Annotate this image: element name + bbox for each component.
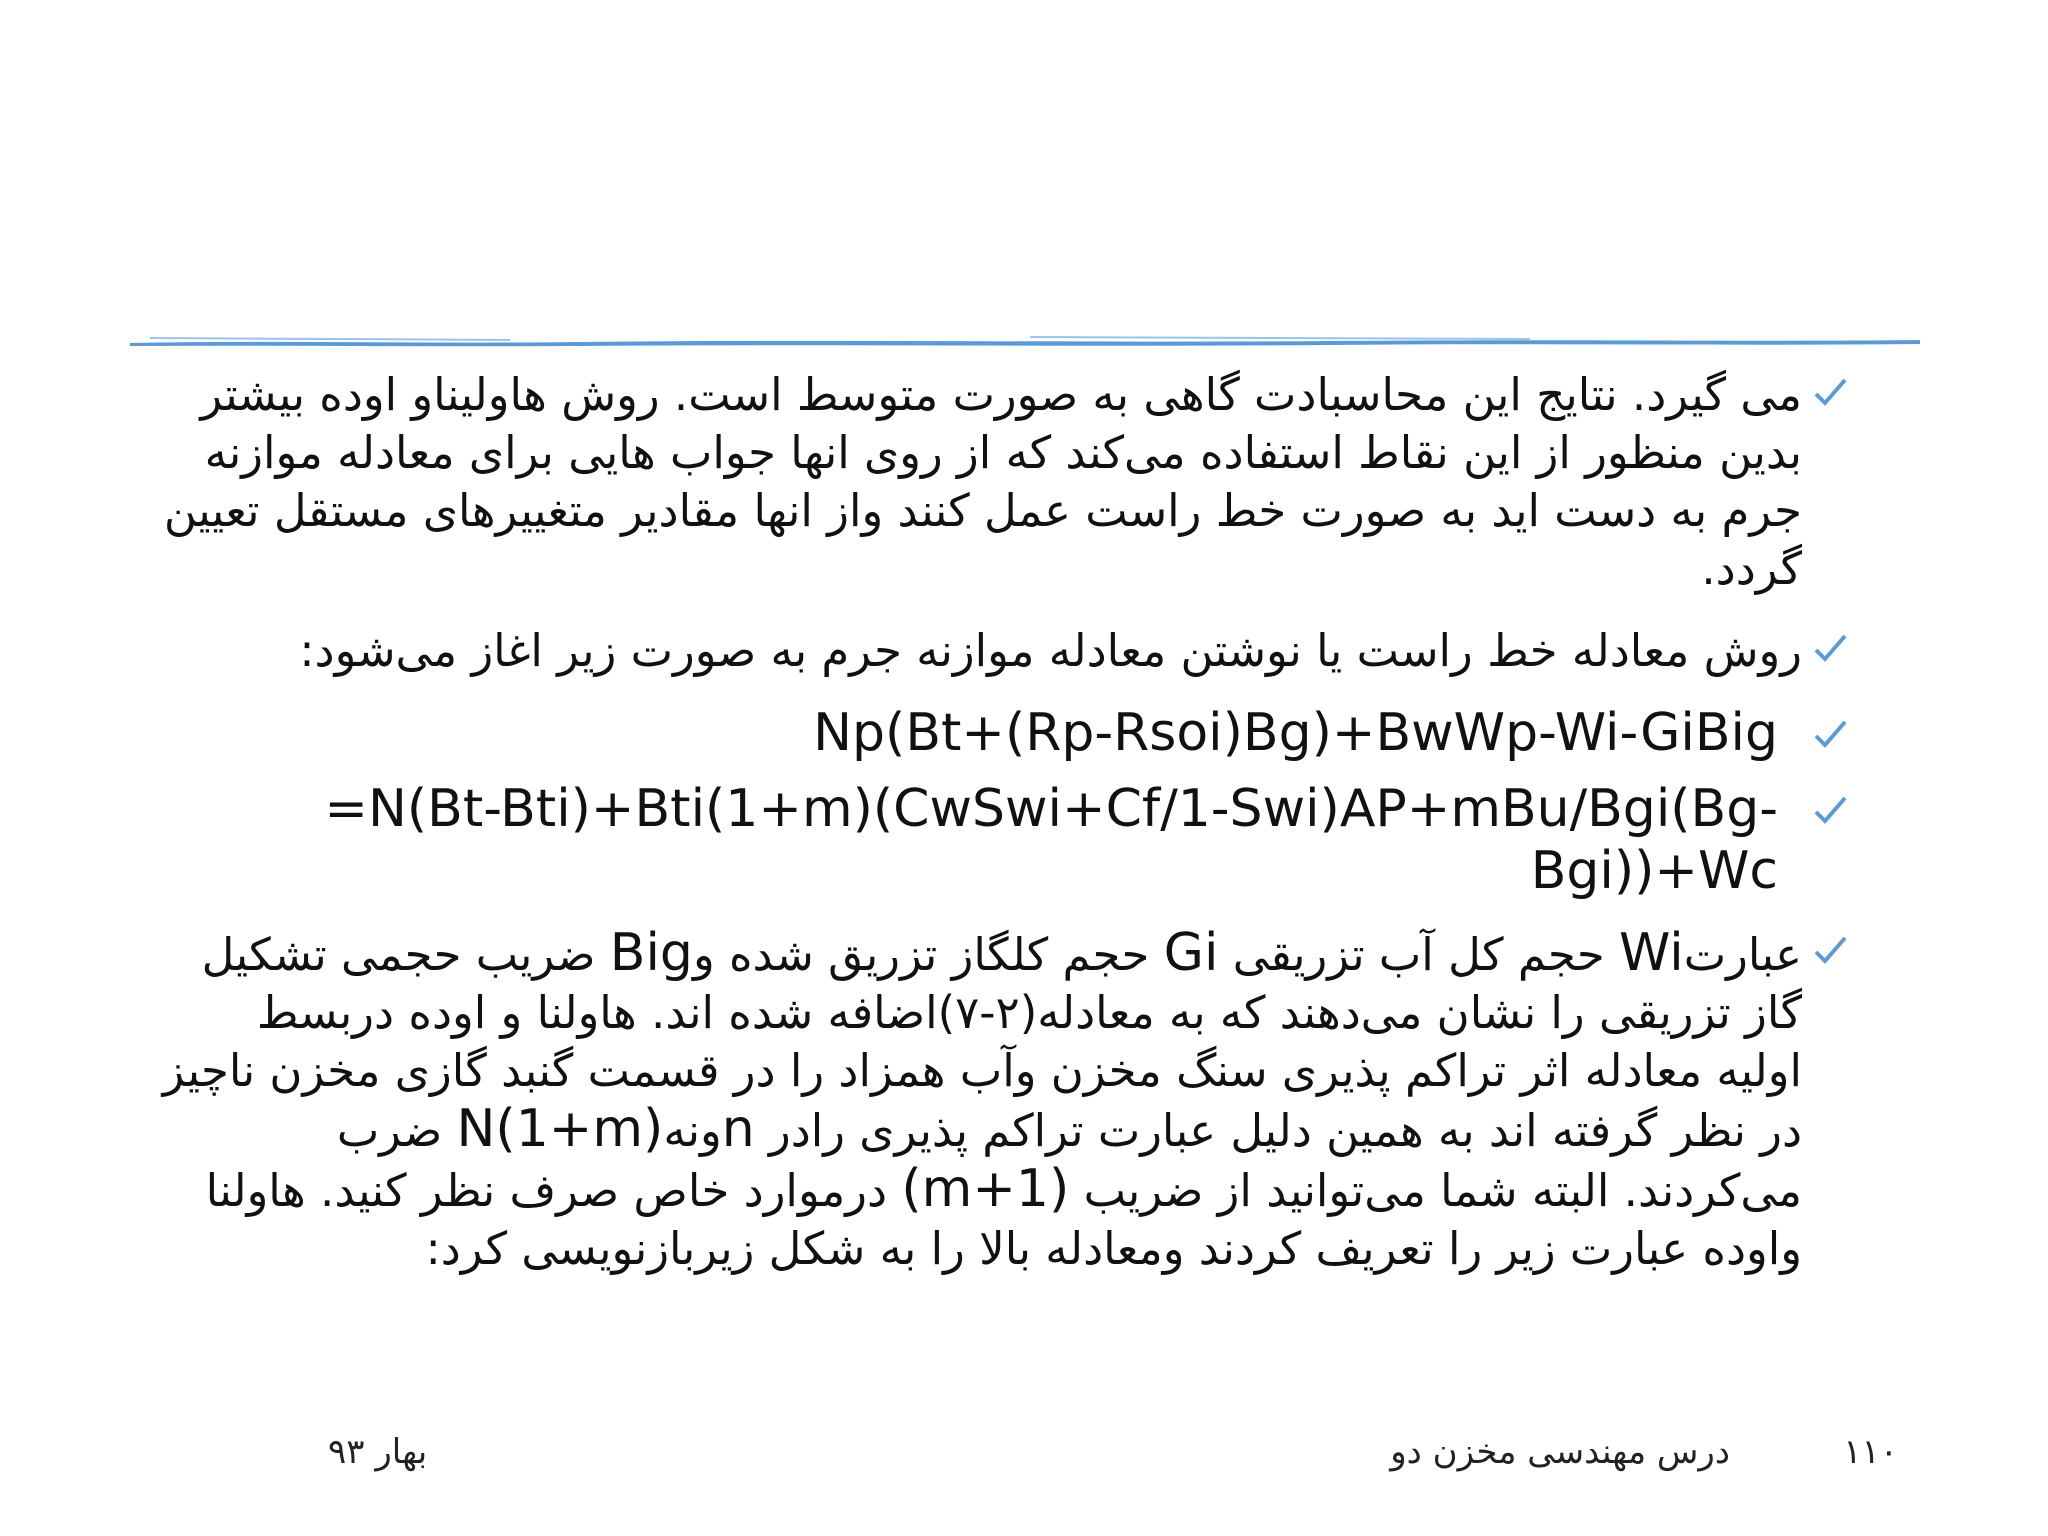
variable-1-plus-m: (1+m) bbox=[901, 1159, 1070, 1219]
text-run: ضریب حجمی تشکیل گاز تزریقی را نشان می‌دهند که به معادله(۲-۷)اضافه شده اند. هاولنا و اوده دربسط اولیه معادله اثر تراکم پذیری سنگ مخزن وآب همزاد را در قسمت گنبد گازی مخزن ناچیز در نظر گرفته اند به همین دلیل عبارت تراکم پذیری رادر bbox=[162, 928, 1802, 1157]
slide-body bbox=[160, 366, 1850, 1366]
equation-line-1 bbox=[160, 702, 1850, 764]
paragraph-text: روش معادله خط راست یا نوشتن معادله موازنه جرم به صورت زیر اغاز می‌شود: bbox=[299, 624, 1802, 677]
term-label: بهار ۹۳ bbox=[328, 1432, 428, 1472]
variable-n-1-plus-m: N(1+m) bbox=[456, 1099, 664, 1159]
bullet-paragraph-3 bbox=[160, 924, 1850, 1278]
equation-text: =N(Bt-Bti)+Bti(1+m)(CwSwi+Cf/1-Swi)AP+mBu/Bgi(Bg-Bgi))+Wc bbox=[324, 779, 1778, 901]
text-run: ضرب می‌کردند. البته شما می‌توانید از ضریب bbox=[336, 1104, 1802, 1217]
check-mark-icon bbox=[1810, 628, 1850, 668]
brush-stroke-divider bbox=[130, 334, 1920, 348]
text-run: حجم کلگاز تزریق شده و bbox=[692, 928, 1164, 981]
text-run: حجم کل آب تزریقی bbox=[1218, 928, 1620, 981]
check-mark-icon bbox=[1810, 714, 1850, 754]
equation-line-2 bbox=[160, 778, 1850, 902]
paragraph-text: می گیرد. نتایج این محاسبادت گاهی به صورت متوسط است. روش هاولیناو اوده بیشتر بدین منظور از این نقاط استفاده می‌کند که از روی انها جواب هایی برای معادله موازنه جرم به دست اید به صورت خط راست عمل کنند واز انها مقادیر متغییرهای مستقل تعیین گردد. bbox=[163, 368, 1802, 595]
course-name: درس مهندسی مخزن دو bbox=[1390, 1432, 1730, 1472]
equation-text: Np(Bt+(Rp-Rsoi)Bg)+BwWp-Wi-GiBig bbox=[813, 703, 1778, 763]
page-number: ۱۱۰ bbox=[1843, 1432, 1898, 1472]
text-run: عبارت bbox=[1683, 928, 1802, 981]
variable-gi: Gi bbox=[1163, 923, 1219, 983]
check-mark-icon bbox=[1810, 372, 1850, 412]
paragraph-text bbox=[162, 923, 1802, 1275]
variable-big: Big bbox=[609, 923, 693, 983]
check-mark-icon bbox=[1810, 790, 1850, 830]
bullet-paragraph-2 bbox=[160, 622, 1850, 680]
text-run: ونه bbox=[663, 1104, 722, 1157]
variable-n: n bbox=[721, 1099, 755, 1159]
text-run: درموارد خاص صرف نظر کنید. هاولنا واوده عبارت زیر را تعریف کردند ومعادله بالا را به شکل زیربازنویسی کرد: bbox=[205, 1164, 1802, 1275]
bullet-paragraph-1 bbox=[160, 366, 1850, 598]
variable-wi: Wi bbox=[1619, 923, 1684, 983]
check-mark-icon bbox=[1810, 930, 1850, 970]
